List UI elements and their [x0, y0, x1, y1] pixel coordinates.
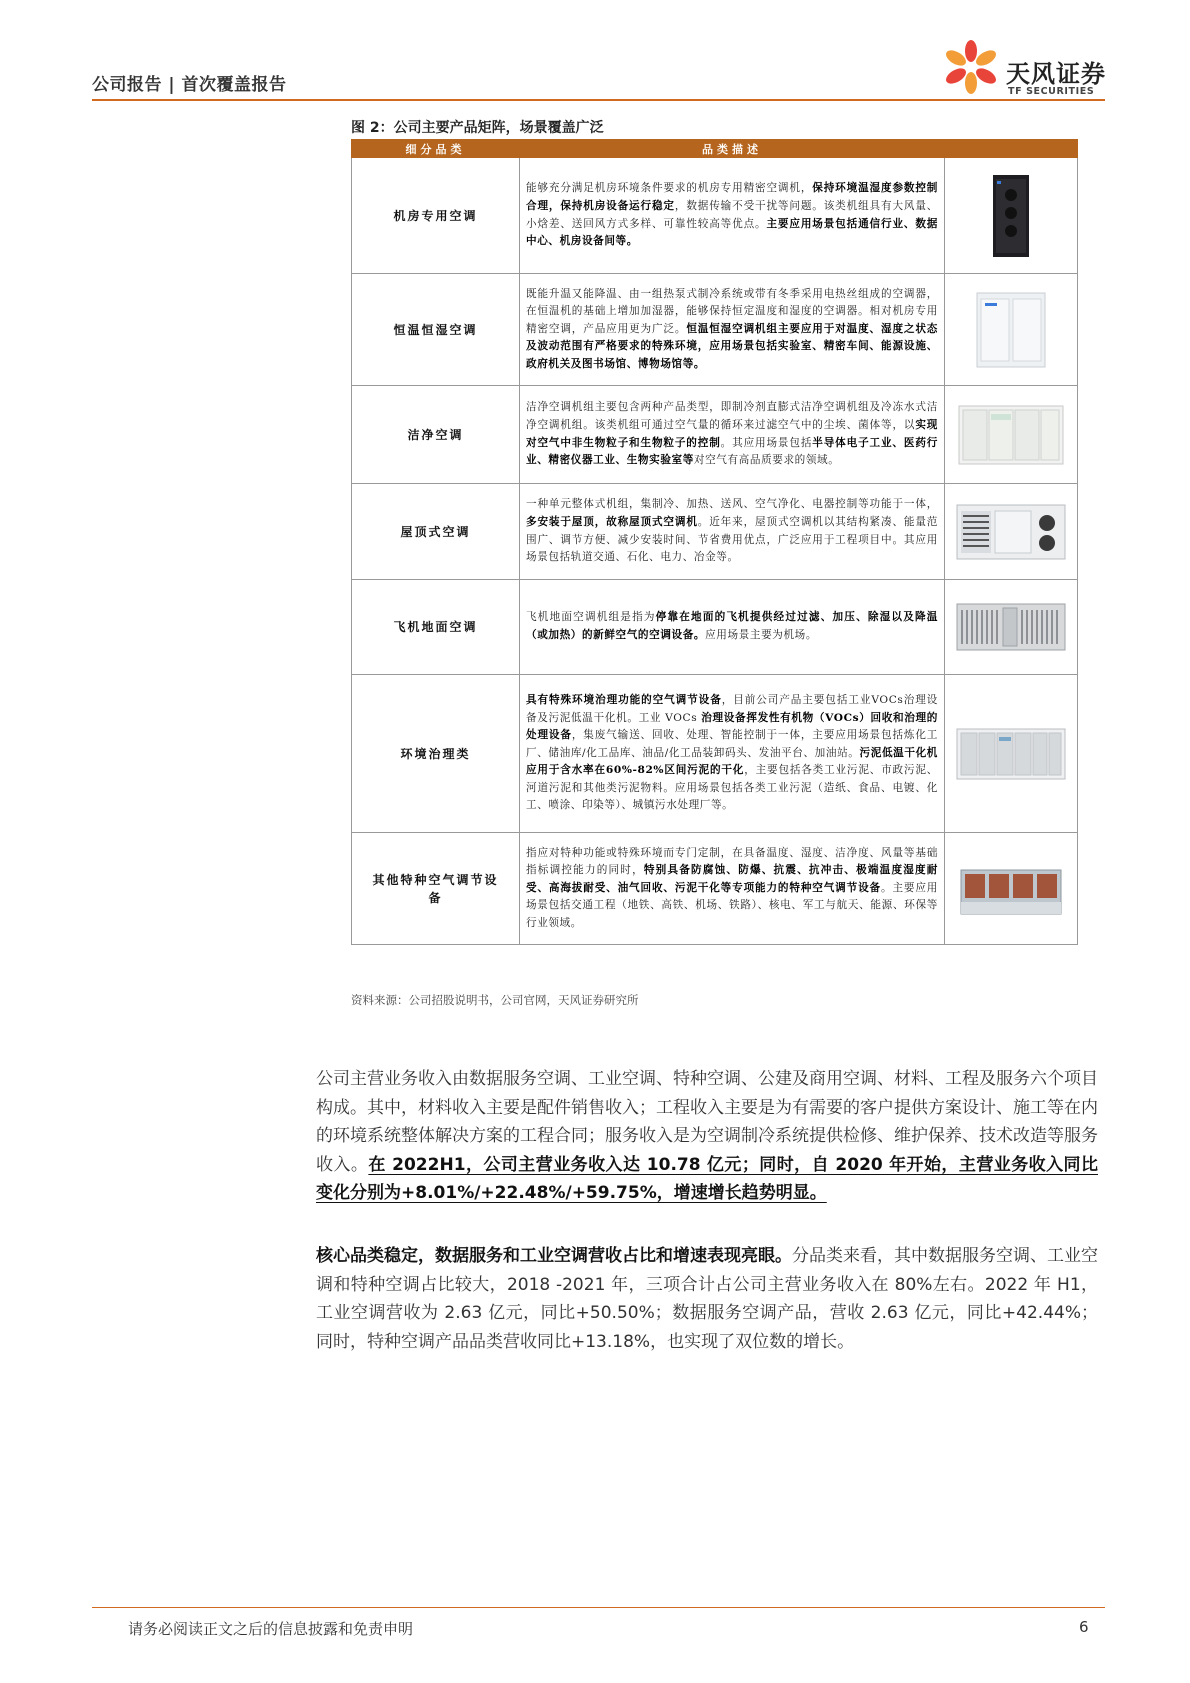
footer-divider — [92, 1607, 1105, 1608]
description-emphasis: 多安装于屋顶，故称屋顶式空调机 — [526, 515, 698, 528]
description-text: 指应对特种功能或特殊环境而专门定制，在具备温度、湿度、洁净度、风量等基础指标调控能力的同时， — [526, 846, 938, 877]
description-emphasis: 主要应用场景包括通信行业、数据中心、机房设备间等。 — [526, 217, 938, 248]
paragraph-core-categories — [316, 1242, 1098, 1356]
description-text: 。近年来，屋顶式空调机以其结构紧凑、能量范围广、调节方便、减少安装时间、节省费用优点，广泛应用于工程项目中。其应用场景包括轨道交通、石化、电力、冶金等。 — [526, 515, 938, 564]
category-cell: 机房专用空调 — [352, 158, 520, 274]
description-text: 。其应用场景包括 — [720, 436, 813, 449]
product-image-cell — [945, 833, 1078, 945]
description-emphasis: 治理设备挥发性有机物（VOCs）回收和治理的处理设备 — [526, 711, 939, 742]
category-cell: 屋顶式空调 — [352, 484, 520, 580]
table-row — [352, 833, 1078, 945]
product-image-cell — [945, 386, 1078, 484]
table-row — [352, 675, 1078, 833]
column-header-category: 细分品类 — [352, 140, 520, 158]
description-text: 应用场景主要为机场。 — [705, 629, 818, 641]
report-type-title: 公司报告 | 首次覆盖报告 — [92, 75, 287, 95]
description-cell — [520, 484, 945, 580]
product-image-cell — [945, 675, 1078, 833]
product-image-cell — [945, 580, 1078, 675]
description-cell — [520, 580, 945, 675]
product-image-cell — [945, 274, 1078, 386]
description-text: ，数据传输不受干扰等问题。该类机组具有大风量、小焓差、送回风方式多样、可靠性较高等优点。 — [526, 199, 938, 230]
logo-english-name: TF SECURITIES — [1008, 86, 1095, 97]
description-emphasis: 停靠在地面的飞机提供经过过滤、加压、除湿以及降温（或加热）的新鲜空气的空调设备。 — [526, 611, 938, 641]
header-divider — [92, 99, 1105, 101]
description-text: 一种单元整体式机组，集制冷、加热、送风、空气净化、电器控制等功能于一体， — [526, 498, 938, 511]
paragraph-revenue-composition — [316, 1065, 1098, 1208]
constant-temp-humidity-unit-icon — [955, 287, 1067, 373]
description-text: 。主要应用场景包括交通工程（地铁、高铁、机场、铁路）、核电、军工与航天、能源、环保等行业领域。 — [526, 881, 938, 929]
product-image-cell — [945, 158, 1078, 274]
table-row — [352, 484, 1078, 580]
table-header-row — [352, 140, 1078, 158]
description-text: 既能升温又能降温、由一组热泵式制冷系统或带有冬季采用电热丝组成的空调器，在恒温机的基础上增加加湿器，能够保持恒定温度和湿度的空调器。相对机房专用精密空调，产品应用更为广泛。 — [526, 287, 938, 335]
description-emphasis: 恒温恒湿空调机组主要应用于对温度、湿度之状态及波动范围有严格要求的特殊环境，应用场景包括实验室、精密车间、能源设施、政府机关及图书场馆、博物场馆等。 — [526, 322, 938, 370]
description-text: 对空气有高品质要求的领域。 — [693, 454, 840, 467]
description-text: 飞机地面空调机组是指为 — [526, 611, 656, 624]
category-cell: 其他特种空气调节设备 — [352, 833, 520, 945]
table-row — [352, 580, 1078, 675]
product-image-cell — [945, 484, 1078, 580]
body-text: 公司主营业务收入由数据服务空调、工业空调、特种空调、公建及商用空调、材料、工程及服务六个项目构成。其中，材料收入主要是配件销售收入；工程收入主要是为有需要的客户提供方案设计、施工等在内的环境系统整体解决方案的工程合同；服务收入是为空调制冷系统提供检修、维护保养、技术改造等服务收入。 — [316, 1069, 1098, 1175]
category-cell: 恒温恒湿空调 — [352, 274, 520, 386]
description-emphasis: 特别具备防腐蚀、防爆、抗震、抗冲击、极端温度湿度耐受、高海拔耐受、油气回收、污泥干化等专项能力的特种空气调节设备 — [526, 864, 939, 894]
description-cell — [520, 833, 945, 945]
page-number: 6 — [1079, 1618, 1089, 1636]
description-cell — [520, 386, 945, 484]
category-cell: 飞机地面空调 — [352, 580, 520, 675]
description-cell — [520, 675, 945, 833]
precision-ac-cabinet-icon — [955, 173, 1067, 259]
footer-disclaimer: 请务必阅读正文之后的信息披露和免责申明 — [128, 1620, 414, 1638]
logo-chinese-name: 天风证券 — [1006, 60, 1106, 88]
environmental-treatment-unit-icon — [955, 711, 1067, 797]
clean-air-handling-unit-icon — [955, 392, 1067, 478]
aircraft-ground-ac-icon — [955, 584, 1067, 670]
body-text: 分品类来看，其中数据服务空调、工业空调和特种空调占比较大，2018 -2021 年，三项合计占公司主营业务收入在 80%左右。2022 年 H1，工业空调营收为 2.63 亿元，同比+50.50%；数据服务空调产品，营收 2.63 亿元，同比+42.44%；同时，特种空调产品品类营收同比+13.18%，也实现了双位数的增长。 — [316, 1246, 1098, 1352]
category-cell: 环境治理类 — [352, 675, 520, 833]
figure-source: 资料来源：公司招股说明书，公司官网，天风证券研究所 — [351, 993, 639, 1007]
bold-lead-sentence: 核心品类稳定，数据服务和工业空调营收占比和增速表现亮眼。 — [316, 1246, 792, 1266]
description-emphasis: 保持环境温湿度参数控制合理，保持机房设备运行稳定 — [526, 182, 938, 212]
description-text: 能够充分满足机房环境条件要求的机房专用精密空调机， — [526, 182, 813, 195]
description-emphasis: 具有特殊环境治理功能的空气调节设备 — [526, 693, 722, 706]
table-row — [352, 386, 1078, 484]
description-text: ，主要包括各类工业污泥、市政污泥、河道污泥和其他类污泥物料。应用场景包括各类工业污泥（造纸、食品、电镀、化工、喷涂、印染等）、城镇污水处理厂等。 — [526, 764, 938, 812]
table-row — [352, 158, 1078, 274]
tf-flower-logo-icon — [940, 36, 1002, 98]
description-text: ，集废气输送、回收、处理、智能控制于一体，主要应用场景包括炼化工厂、储油库/化工品库、油品/化工品装卸码头、发油平台、加油站。 — [526, 729, 938, 759]
table-row — [352, 274, 1078, 386]
description-cell — [520, 158, 945, 274]
highlighted-text: 在 2022H1，公司主营业务收入达 10.78 亿元；同时，自 2020 年开始，主营业务收入同比变化分别为+8.01%/+22.48%/+59.75%，增速增长趋势明显。 — [316, 1154, 1098, 1203]
figure-caption: 图 2：公司主要产品矩阵，场景覆盖广泛 — [351, 120, 604, 136]
description-emphasis: 污泥低温干化机应用于含水率在60%-82%区间污泥的干化 — [526, 746, 938, 777]
description-emphasis: 实现对空气中非生物粒子和生物粒子的控制 — [526, 418, 938, 449]
company-logo — [940, 36, 1110, 102]
description-emphasis: 半导体电子工业、医药行业、精密仪器工业、生物实验室等 — [526, 436, 938, 467]
description-text: 洁净空调机组主要包含两种产品类型，即制冷剂直膨式洁净空调机组及冷冻水式洁净空调机组。该类机组可通过空气量的循环来过滤空气中的尘埃、菌体等，以 — [526, 401, 938, 431]
rooftop-unit-icon — [955, 489, 1067, 575]
column-header-description: 品类描述 — [520, 140, 945, 158]
column-header-image — [945, 140, 1078, 158]
special-ac-equipment-icon — [955, 846, 1067, 932]
product-matrix-table — [351, 139, 1078, 945]
description-cell — [520, 274, 945, 386]
description-text: ，目前公司产品主要包括工业VOCs治理设备及污泥低温干化机。工业 VOCs — [526, 693, 938, 724]
category-cell: 洁净空调 — [352, 386, 520, 484]
